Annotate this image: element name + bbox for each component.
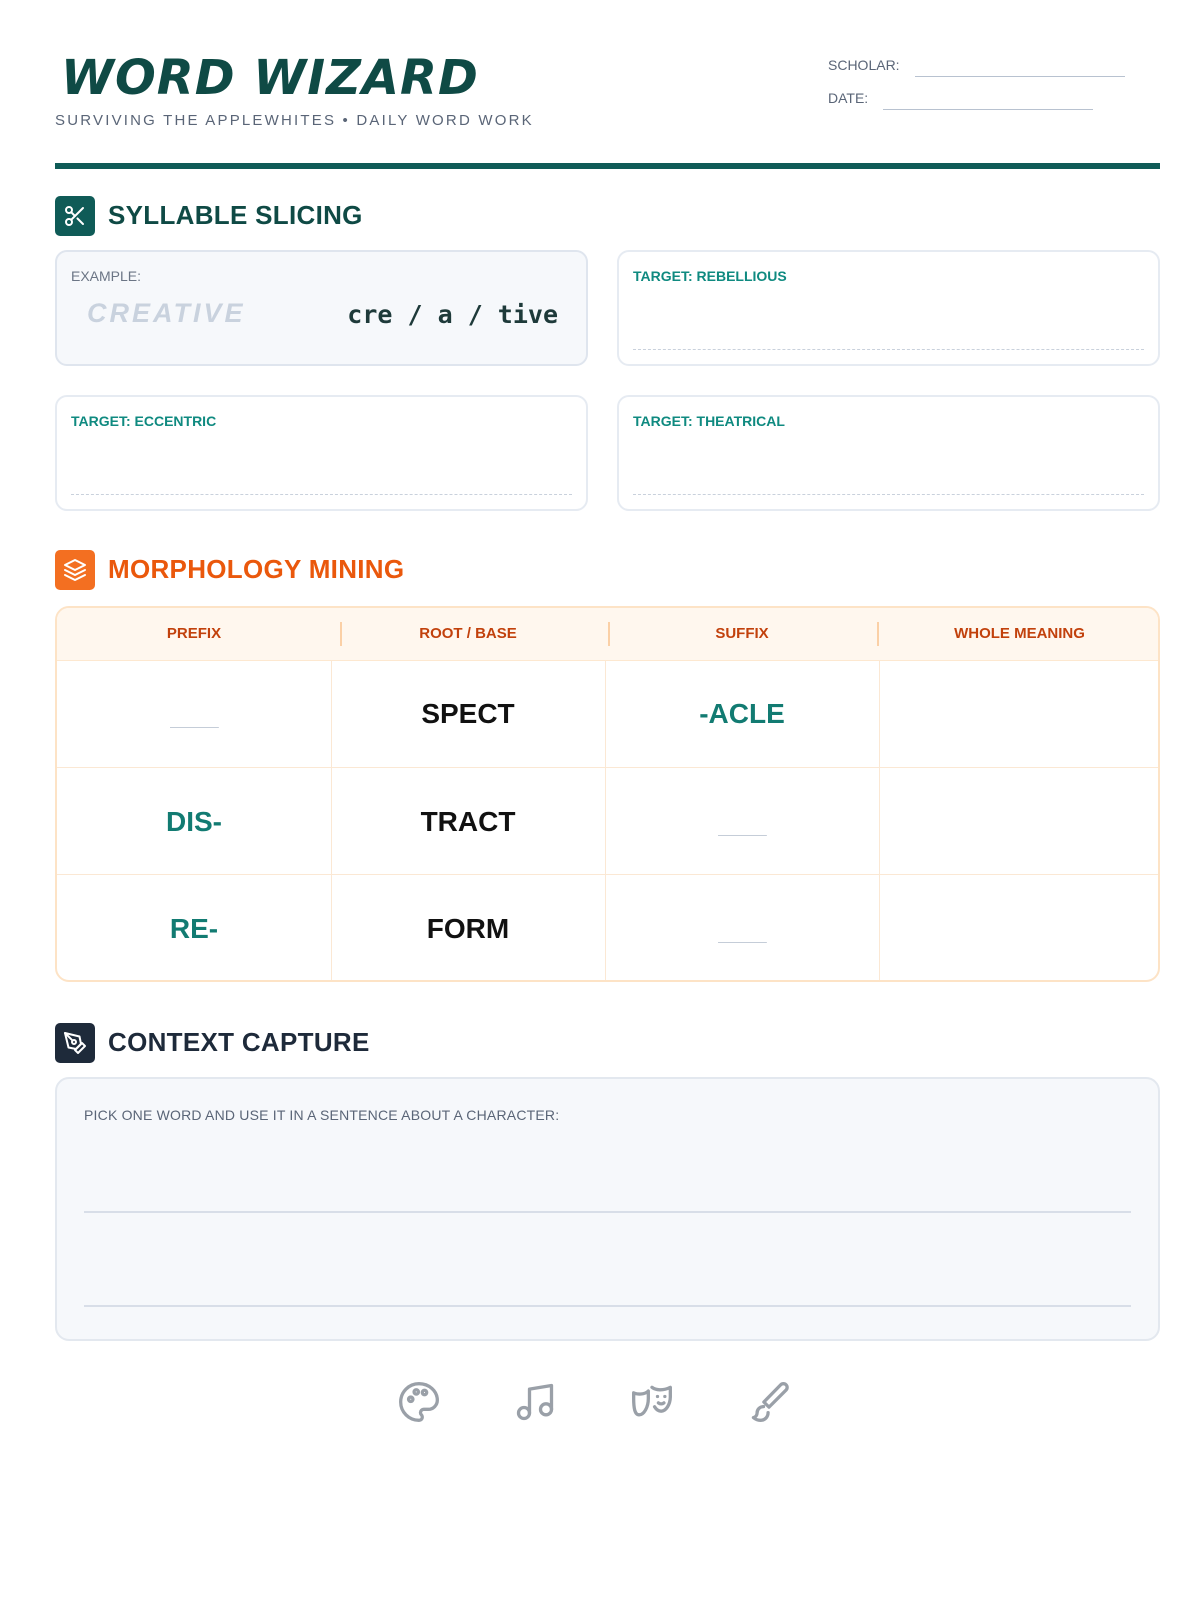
syllable-section-title: SYLLABLE SLICING: [108, 200, 363, 230]
prefix-cell: RE-: [169, 912, 219, 944]
example-syllable-split: cre / a / tive: [347, 300, 558, 329]
palette-icon: [397, 1380, 447, 1430]
writing-line[interactable]: [84, 1305, 1131, 1307]
column-header-root: ROOT / BASE: [419, 625, 517, 642]
date-label: DATE:: [828, 90, 869, 106]
target-label: TARGET: THEATRICAL: [633, 413, 785, 429]
header-divider: [55, 163, 1160, 169]
pen-tool-icon: [55, 1023, 95, 1063]
root-cell: TRACT: [420, 805, 516, 837]
paintbrush-icon: [747, 1380, 797, 1430]
suffix-blank[interactable]: ______: [718, 926, 766, 944]
target-label: TARGET: REBELLIOUS: [633, 268, 787, 284]
meaning-cell[interactable]: [879, 768, 1160, 875]
date-field[interactable]: [883, 109, 1093, 110]
worksheet-subtitle: SURVIVING THE APPLEWHITES • DAILY WORD WORK: [55, 112, 534, 129]
meaning-cell[interactable]: [879, 660, 1160, 767]
layers-icon: [55, 550, 95, 590]
column-header-suffix: SUFFIX: [715, 625, 769, 642]
scholar-field[interactable]: [915, 76, 1125, 77]
context-writing-box: [55, 1077, 1160, 1341]
target-label: TARGET: ECCENTRIC: [71, 413, 217, 429]
syllable-example-card: [55, 250, 588, 366]
morphology-table-header: [57, 608, 1158, 661]
example-word: CREATIVE: [87, 298, 246, 328]
prefix-blank[interactable]: ______: [170, 711, 218, 729]
example-label: EXAMPLE:: [71, 268, 142, 284]
root-cell: FORM: [426, 912, 510, 944]
table-row: [57, 767, 1158, 875]
column-header-meaning: WHOLE MEANING: [954, 625, 1085, 642]
table-row: [57, 874, 1158, 982]
suffix-cell: -ACLE: [699, 697, 785, 729]
writing-line[interactable]: [84, 1211, 1131, 1213]
target-answer-line[interactable]: [633, 494, 1144, 495]
target-answer-line[interactable]: [71, 494, 572, 495]
root-cell: SPECT: [421, 697, 515, 729]
theater-masks-icon: [630, 1380, 680, 1430]
column-header-prefix: PREFIX: [166, 625, 222, 642]
meaning-cell[interactable]: [879, 875, 1160, 982]
worksheet-title: WORD WIZARD: [61, 50, 479, 106]
worksheet-header: [55, 50, 1155, 170]
morphology-table: [55, 606, 1160, 982]
morphology-section-title: MORPHOLOGY MINING: [108, 554, 405, 584]
syllable-target-card: [617, 395, 1160, 511]
prefix-cell: DIS-: [166, 805, 222, 837]
scholar-label: SCHOLAR:: [828, 57, 900, 73]
suffix-blank[interactable]: ______: [718, 819, 766, 837]
footer-icon-row: [397, 1380, 817, 1430]
music-note-icon: [513, 1380, 563, 1430]
syllable-target-card: [55, 395, 588, 511]
table-row: [57, 660, 1158, 767]
context-prompt: PICK ONE WORD AND USE IT IN A SENTENCE ABOUT A CHARACTER:: [84, 1107, 560, 1123]
syllable-target-card: [617, 250, 1160, 366]
target-answer-line[interactable]: [633, 349, 1144, 350]
context-section-title: CONTEXT CAPTURE: [108, 1027, 370, 1057]
scissors-icon: [55, 196, 95, 236]
